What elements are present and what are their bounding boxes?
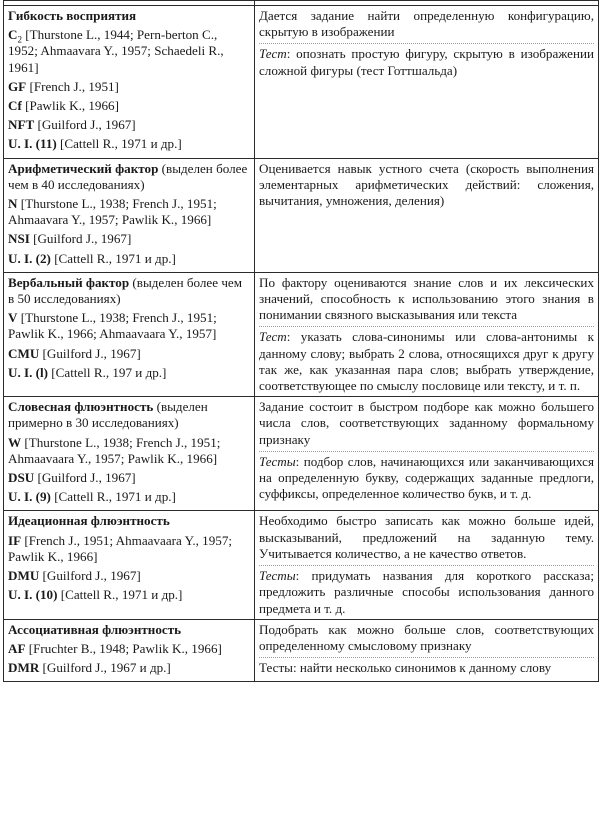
factor-citation: [Guilford J., 1967] [39,345,141,361]
factor-name: Арифметический фактор [8,160,159,176]
factor-reference [8,310,250,342]
factor-reference [8,533,250,565]
test-label: Тест [259,329,287,345]
factor-heading [8,513,250,529]
factor-citation: [Guilford J., 1967 и др.] [39,660,171,676]
factor-description: Дается задание найти определенную конфигурацию, скрытую в изображении [259,8,594,40]
test-text: Тесты: найти несколько синонимов к данному слову [259,660,552,676]
factor-cell [4,272,255,396]
factor-reference [8,136,250,152]
factor-citation: [Guilford J., 1967] [34,470,136,486]
factor-reference [8,641,250,657]
factor-name: Ассоциативная флюэнтность [8,621,182,637]
factor-row [4,619,599,682]
factor-code: U. I. (l) [8,364,49,380]
description-cell [255,272,599,396]
factor-description: Необходимо быстро записать как можно больше идей, высказываний, предложений на заданную тему. Учитывается количество, а не качество ответов. [259,513,594,561]
factor-reference [8,660,250,676]
factors-table-body [4,1,599,682]
factor-heading [8,622,250,638]
factor-code: NSI [8,231,30,247]
factor-code: U. I. (11) [8,136,57,152]
factor-code: DMR [8,660,40,676]
factor-citation: [Guilford J., 1967] [29,231,132,247]
factor-name: Гибкость восприятия [8,8,137,23]
factor-code: V [8,310,18,326]
factor-citation: [Guilford J., 1967] [39,568,141,584]
factor-test [259,326,594,394]
factor-code: N [8,196,18,212]
factor-reference [8,196,250,228]
factor-code: NFT [8,117,35,133]
test-label: Тест [259,46,287,62]
factor-citation: [French J., 1951] [26,78,119,94]
factor-note: (выделен примерно в 30 исследованиях) [8,399,208,431]
factor-citation: [Thurstone L., 1938; French J., 1951; Ahmaavaara Y., 1957; Pawlik K., 1966] [8,434,221,466]
factor-code: IF [8,532,22,548]
description-cell [255,619,599,682]
factor-citation: [Fruchter B., 1948; Pawlik K., 1966] [25,640,222,656]
factor-heading [8,399,250,431]
factor-cell [4,511,255,619]
factor-row [4,511,599,619]
factor-citation: [Cattell R., 1971 и др.] [50,489,176,505]
factor-reference [8,489,250,505]
test-text: : придумать названия для короткого рассказа; предложить различные способы использования данного предмета и т. д. [259,568,594,616]
factor-reference [8,251,250,267]
factor-description: Подобрать как можно больше слов, соответствующих определенному смысловому признаку [259,621,594,653]
factor-row [4,397,599,511]
factor-test [259,657,594,676]
factor-reference [8,231,250,247]
factor-reference [8,117,250,133]
factor-description: По фактору оцениваются знание слов и их лексических значений, способность к использованию этого знания в понимании связного высказывания или текста [259,274,594,323]
factor-row [4,272,599,396]
factor-citation: [Guilford J., 1967] [34,117,136,133]
factor-code: DSU [8,470,35,486]
factor-note: (выделен более чем в 50 исследованиях) [8,274,243,307]
test-text: : опознать простую фигуру, скрытую в изображении сложной фигуры (тест Готтшальда) [259,46,594,78]
test-label: Тесты [259,568,296,584]
factor-citation: [Cattell R., 197 и др.] [48,364,167,380]
factor-cell [4,397,255,511]
factor-code: U. I. (9) [8,489,51,505]
factor-code: CMU [8,345,40,361]
test-text: : указать слова-синонимы или слова-антонимы к данному слову; выбрать 2 слова, относящихся друг к другу так же, как указанная пара слов; выбрать утверждение, соответствующее по смыслу пословице или тексту, и т. п. [259,329,594,394]
factor-row [4,6,599,159]
factor-reference [8,435,250,467]
factor-test [259,43,594,78]
factor-code: W [8,434,22,450]
factor-test [259,451,594,503]
factor-reference [8,98,250,114]
factor-name: Словесная флюэнтность [8,399,154,415]
description-cell [255,511,599,619]
factor-row [4,158,599,272]
description-cell [255,6,599,159]
factor-cell [4,619,255,682]
factor-code: GF [8,78,27,94]
factor-name: Вербальный фактор [8,274,130,290]
test-label: Тесты [259,453,296,469]
factor-citation: [French J., 1951; Ahmaavaara Y., 1957; Pawlik K., 1966] [8,532,233,564]
factor-citation: [Cattell R., 1971 и др.] [57,587,183,603]
factor-code: DMU [8,568,40,584]
factor-citation: [Thurstone L., 1938; French J., 1951; Pawlik K., 1966; Ahmaavaara Y., 1957] [8,310,217,342]
factor-code: Cf [8,98,22,114]
factor-code: AF [8,640,26,656]
factor-test [259,565,594,617]
factor-reference [8,470,250,486]
factor-code: C [8,27,18,43]
factor-heading [8,8,250,24]
factor-description: Задание состоит в быстром подборе как можно большего числа слов, соответствующих заданному формальному признаку [259,399,594,447]
factor-cell [4,6,255,159]
factor-heading [8,161,250,193]
factor-citation: [Pawlik K., 1966] [21,98,119,114]
test-text: : подбор слов, начинающихся или заканчивающихся на определенную букву, содержащих заданные предлоги, суффиксы, определенное количество букв, и т. д. [259,453,594,502]
factor-cell [4,158,255,272]
factor-code: U. I. (10) [8,587,58,603]
factor-description: Оценивается навык устного счета (скорость выполнения элементарных арифметических действий: сложения, вычитания, умножения, деления) [259,160,594,209]
factor-note: (выделен более чем в 40 исследованиях) [8,160,248,192]
factor-citation: [Thurstone L., 1938; French J., 1951; Ahmaavara Y., 1957; Pawlik K., 1966] [8,196,217,228]
factors-table [3,0,599,682]
factor-heading [8,275,250,307]
factor-code-subscript: 2 [17,34,22,45]
factor-citation: [Cattell R., 1971 и др.] [50,250,176,266]
factor-reference [8,346,250,362]
factor-reference [8,27,250,76]
description-cell [255,397,599,511]
factor-name: Идеационная флюэнтность [8,513,170,529]
description-cell [255,158,599,272]
factor-reference [8,79,250,95]
factor-reference [8,568,250,584]
factor-reference [8,365,250,381]
factor-citation: [Cattell R., 1971 и др.] [56,136,182,152]
factor-citation: [Thurstone L., 1944; Pern-berton C., 1952; Ahmaavara Y., 1957; Schaedeli R., 1961] [8,27,224,75]
factor-code: U. I. (2) [8,250,51,266]
factor-reference [8,587,250,603]
